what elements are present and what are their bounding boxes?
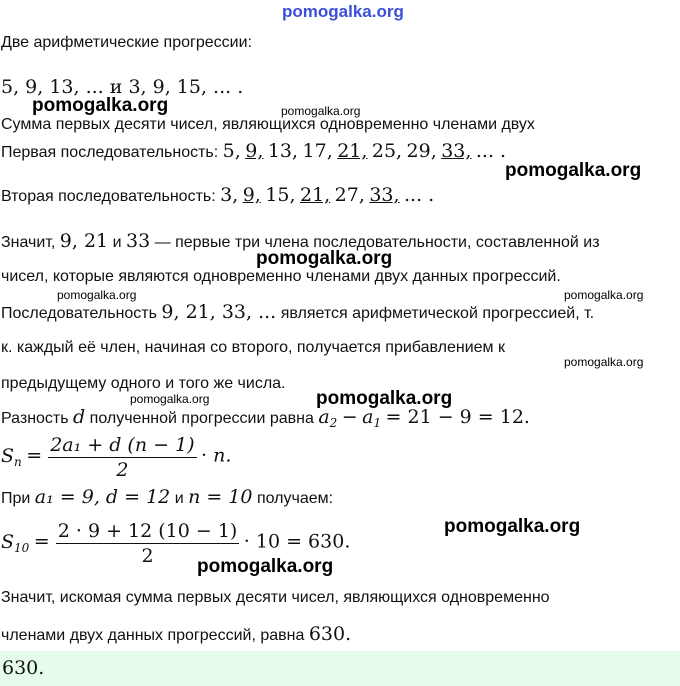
first-term-8: 33, bbox=[441, 140, 472, 162]
second-sequence-line bbox=[1, 184, 434, 206]
sequence-line-2: к. каждый её член, начиная со второго, получается прибавлением к bbox=[1, 339, 505, 356]
hence-line-2: чисел, которые являются одновременно членами двух данных прогрессий. bbox=[1, 268, 561, 285]
sum-equals: = bbox=[26, 444, 49, 467]
when-and: и bbox=[174, 490, 184, 507]
second-term-1: 3, bbox=[220, 184, 239, 206]
first-term-1: 5, bbox=[222, 140, 241, 162]
first-term-3: 13, bbox=[267, 140, 299, 162]
watermark: pomogalka.org bbox=[256, 248, 393, 269]
second-term-7: ... . bbox=[404, 184, 435, 206]
final-line-2 bbox=[1, 623, 351, 645]
watermark: pomogalka.org bbox=[564, 288, 644, 302]
sum-lhs: $S_n$ bbox=[1, 444, 22, 469]
when-n: n = 10 bbox=[188, 486, 253, 508]
difference-text: полученной прогрессии равна bbox=[89, 410, 314, 427]
watermark: pomogalka.org bbox=[564, 355, 644, 369]
hence-numbers: 9, 21 bbox=[59, 230, 109, 252]
watermark: pomogalka.org bbox=[316, 388, 453, 409]
when-line bbox=[1, 486, 333, 508]
difference-formula: = 21 − 9 = 12. bbox=[385, 406, 530, 428]
hence-and: и bbox=[112, 234, 122, 251]
s10-denominator: 2 bbox=[141, 545, 154, 567]
s10-tail: · 10 = 630. bbox=[243, 530, 351, 553]
sequence-line bbox=[1, 301, 594, 323]
first-term-6: 25, bbox=[371, 140, 403, 162]
final-value: 630. bbox=[308, 623, 352, 645]
watermark: pomogalka.org bbox=[130, 392, 210, 406]
watermark-top: pomogalka.org bbox=[282, 2, 404, 21]
watermark: pomogalka.org bbox=[281, 104, 361, 118]
difference-var: d bbox=[73, 406, 86, 428]
sequence-label: Последовательность bbox=[1, 305, 157, 322]
sequence-line-3: предыдущему одного и того же числа. bbox=[1, 375, 286, 392]
sum-numerator: 2a₁ + d (n − 1) bbox=[50, 434, 195, 456]
s10-equals: = bbox=[33, 530, 56, 553]
second-term-3: 15, bbox=[265, 184, 296, 206]
watermark: pomogalka.org bbox=[505, 160, 642, 181]
final-line-1: Значит, искомая сумма первых десяти чисел, являющихся одновременно bbox=[1, 589, 550, 606]
sum-formula bbox=[1, 434, 231, 481]
when-get: получаем: bbox=[256, 490, 334, 507]
first-term-4: 17, bbox=[302, 140, 333, 162]
difference-a1: $a_1$ bbox=[362, 406, 382, 430]
s10-lhs: $S_{10}$ bbox=[1, 530, 30, 555]
sum-tail: · n. bbox=[201, 444, 232, 467]
sequence-text: является арифметической прогрессией, т. bbox=[280, 305, 595, 322]
sequence-terms: 9, 21, 33, ... bbox=[161, 301, 277, 323]
hence-text: Значит, bbox=[1, 234, 56, 251]
when-values: a₁ = 9, d = 12 bbox=[34, 486, 171, 508]
first-term-5: 21, bbox=[337, 140, 368, 162]
sum-denominator: 2 bbox=[116, 459, 129, 481]
second-term-5: 27, bbox=[334, 184, 365, 206]
hence-number-33: 33 bbox=[125, 230, 151, 252]
s10-numerator: 2 · 9 + 12 (10 − 1) bbox=[57, 520, 238, 542]
hence-text-rest: — первые три члена последовательности, составленной из bbox=[154, 234, 600, 251]
first-sequence-line bbox=[1, 140, 506, 162]
first-sequence-label: Первая последовательность: bbox=[1, 144, 219, 161]
first-term-2: 9, bbox=[245, 140, 264, 162]
second-sequence-label: Вторая последовательность: bbox=[1, 188, 216, 205]
question-text: Сумма первых десяти чисел, являющихся одновременно членами двух bbox=[1, 116, 535, 133]
answer-box: 630. bbox=[0, 651, 680, 686]
watermark: pomogalka.org bbox=[32, 95, 169, 116]
second-term-2: 9, bbox=[242, 184, 261, 206]
second-term-4: 21, bbox=[299, 184, 331, 206]
watermark: pomogalka.org bbox=[197, 556, 334, 577]
first-term-9: ... . bbox=[475, 140, 507, 162]
sum-fraction bbox=[48, 434, 196, 481]
difference-minus: − bbox=[341, 406, 358, 428]
progressions-text: 5, 9, 13, ... и 3, 9, 15, ... . bbox=[1, 76, 244, 98]
intro-text: Две арифметические прогрессии: bbox=[1, 34, 252, 51]
second-term-6: 33, bbox=[369, 184, 400, 206]
difference-label: Разность bbox=[1, 410, 69, 427]
watermark: pomogalka.org bbox=[57, 288, 137, 302]
difference-a2: $a_2$ bbox=[318, 406, 338, 430]
when-label: При bbox=[1, 490, 31, 507]
watermark: pomogalka.org bbox=[444, 516, 581, 537]
first-term-7: 29, bbox=[406, 140, 437, 162]
final-text: членами двух данных прогрессий, равна bbox=[1, 627, 305, 644]
